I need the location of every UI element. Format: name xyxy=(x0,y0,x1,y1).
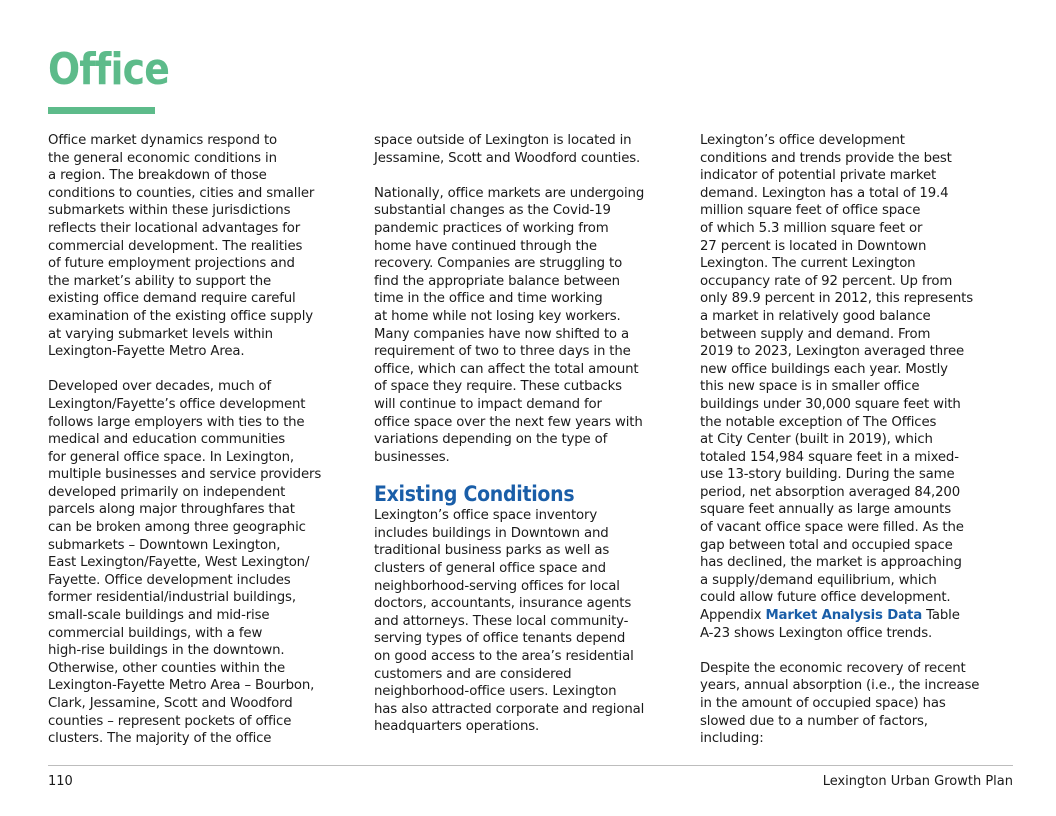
text-line: follows large employers with ties to the xyxy=(48,414,305,430)
text-line: Otherwise, other counties within the xyxy=(48,660,286,676)
text-line: indicator of potential private market xyxy=(700,168,937,184)
paragraph-gap xyxy=(374,167,684,185)
text-line: Lexington’s office development xyxy=(700,133,905,148)
text-line: developed primarily on independent xyxy=(48,484,286,500)
market-analysis-data-link[interactable]: Market Analysis Data xyxy=(765,608,923,624)
text-line: multiple businesses and service providers xyxy=(48,467,322,483)
text-line: parcels along major throughfares that xyxy=(48,502,295,518)
text-line: former residential/industrial buildings, xyxy=(48,590,296,606)
text-line: Many companies have now shifted to a xyxy=(374,326,629,342)
text-line: this new space is in smaller office xyxy=(700,379,920,395)
text-line: only 89.9 percent in 2012, this represents xyxy=(700,291,973,307)
page-title: Office xyxy=(48,44,170,95)
paragraph xyxy=(48,132,358,361)
text-line: traditional business parks as well as xyxy=(374,543,610,559)
text-line: includes buildings in Downtown and xyxy=(374,525,609,541)
text-line: Lexington/Fayette’s office development xyxy=(48,396,306,412)
text-line: Fayette. Office development includes xyxy=(48,572,291,588)
text-line: counties – represent pockets of office xyxy=(48,713,292,729)
text-line: buildings under 30,000 square feet with xyxy=(700,396,961,412)
text-line: doctors, accountants, insurance agents xyxy=(374,596,632,612)
appendix-suffix: Table xyxy=(922,608,960,624)
page-number: 110 xyxy=(48,774,73,789)
text-line: Jessamine, Scott and Woodford counties. xyxy=(374,150,641,166)
paragraph-gap xyxy=(700,642,1010,660)
text-line: time in the office and time working xyxy=(374,291,603,307)
text-line: variations depending on the type of xyxy=(374,432,608,448)
text-line: Developed over decades, much of xyxy=(48,379,272,395)
text-line: at home while not losing key workers. xyxy=(374,308,621,324)
text-line: new office buildings each year. Mostly xyxy=(700,361,948,377)
text-line: Lexington-Fayette Metro Area. xyxy=(48,344,245,360)
text-line: A-23 shows Lexington office trends. xyxy=(700,625,933,641)
text-line: commercial buildings, with a few xyxy=(48,625,263,641)
text-line: has declined, the market is approaching xyxy=(700,555,962,571)
text-line: clusters. The majority of the office xyxy=(48,731,272,747)
text-line: East Lexington/Fayette, West Lexington/ xyxy=(48,555,310,571)
text-line: neighborhood-serving offices for local xyxy=(374,578,620,594)
text-line: recovery. Companies are struggling to xyxy=(374,256,623,272)
text-line: the market’s ability to support the xyxy=(48,273,272,289)
text-line: Office market dynamics respond to xyxy=(48,133,278,148)
appendix-prefix: Appendix xyxy=(700,608,766,624)
paragraph xyxy=(374,507,684,736)
text-line: in the amount of occupied space) has xyxy=(700,696,946,711)
paragraph-gap xyxy=(48,361,358,379)
text-line: conditions and trends provide the best xyxy=(700,150,952,166)
text-line: 27 percent is located in Downtown xyxy=(700,238,927,254)
text-line: small-scale buildings and mid-rise xyxy=(48,608,270,624)
text-line: reflects their locational advantages for xyxy=(48,220,301,236)
text-line: home have continued through the xyxy=(374,238,597,254)
column-3 xyxy=(700,132,1010,748)
text-line: period, net absorption averaged 84,200 xyxy=(700,484,961,500)
text-line: find the appropriate balance between xyxy=(374,273,620,289)
text-line: a market in relatively good balance xyxy=(700,308,931,324)
text-line: businesses. xyxy=(374,449,450,465)
text-line: use 13-story building. During the same xyxy=(700,467,955,483)
text-line: for general office space. In Lexington, xyxy=(48,449,294,465)
text-line: including: xyxy=(700,731,764,747)
text-line: office, which can affect the total amount xyxy=(374,361,639,377)
column-1 xyxy=(48,132,358,748)
document-name: Lexington Urban Growth Plan xyxy=(822,774,1013,789)
text-line: Despite the economic recovery of recent xyxy=(700,660,966,676)
text-line: years, annual absorption (i.e., the increase xyxy=(700,678,980,694)
text-line: will continue to impact demand for xyxy=(374,396,602,412)
text-line: can be broken among three geographic xyxy=(48,520,306,536)
text-line: totaled 154,984 square feet in a mixed- xyxy=(700,449,959,465)
text-line: Clark, Jessamine, Scott and Woodford xyxy=(48,696,293,711)
text-line: existing office demand require careful xyxy=(48,291,296,307)
text-line: between supply and demand. From xyxy=(700,326,931,342)
text-line: pandemic practices of working from xyxy=(374,220,609,236)
section-heading: Existing Conditions xyxy=(374,482,575,507)
text-line: office space over the next few years with xyxy=(374,414,643,430)
paragraph xyxy=(48,378,358,747)
text-line: conditions to counties, cities and smaller xyxy=(48,185,315,201)
text-line: square feet annually as large amounts xyxy=(700,502,951,518)
text-line: a region. The breakdown of those xyxy=(48,168,267,184)
text-line: occupancy rate of 92 percent. Up from xyxy=(700,273,953,289)
title-underline xyxy=(48,107,155,114)
paragraph xyxy=(374,132,684,167)
text-line: Lexington. The current Lexington xyxy=(700,256,916,272)
text-line: could allow future office development. xyxy=(700,590,951,606)
text-line: neighborhood-office users. Lexington xyxy=(374,684,617,700)
paragraph xyxy=(700,660,1010,748)
text-line: headquarters operations. xyxy=(374,719,540,735)
text-line: 2019 to 2023, Lexington averaged three xyxy=(700,344,965,360)
text-line: of future employment projections and xyxy=(48,256,295,272)
text-line: high-rise buildings in the downtown. xyxy=(48,643,285,659)
text-line: at varying submarket levels within xyxy=(48,326,273,342)
text-line xyxy=(700,607,1010,625)
text-line: space outside of Lexington is located in xyxy=(374,133,632,148)
text-line: and attorneys. These local community- xyxy=(374,613,629,629)
text-line: requirement of two to three days in the xyxy=(374,344,631,360)
text-line: serving types of office tenants depend xyxy=(374,631,626,647)
text-line: commercial development. The realities xyxy=(48,238,303,254)
text-line: demand. Lexington has a total of 19.4 xyxy=(700,185,949,201)
text-line: of vacant office space were filled. As the xyxy=(700,520,964,536)
text-line: has also attracted corporate and regional xyxy=(374,701,645,717)
paragraph xyxy=(700,132,1010,607)
text-line: clusters of general office space and xyxy=(374,561,606,577)
text-line: submarkets – Downtown Lexington, xyxy=(48,537,281,553)
text-line: million square feet of office space xyxy=(700,203,921,219)
text-line: submarkets within these jurisdictions xyxy=(48,203,291,219)
text-line: medical and education communities xyxy=(48,432,286,448)
text-line: on good access to the area’s residential xyxy=(374,649,634,665)
text-line: the general economic conditions in xyxy=(48,150,277,166)
text-line: of space they require. These cutbacks xyxy=(374,379,622,395)
text-line: Lexington-Fayette Metro Area – Bourbon, xyxy=(48,678,315,694)
text-line: Nationally, office markets are undergoing xyxy=(374,185,645,201)
text-line: slowed due to a number of factors, xyxy=(700,713,928,729)
text-line: examination of the existing office supply xyxy=(48,308,313,324)
footer-divider xyxy=(48,765,1013,766)
column-2 xyxy=(374,132,684,736)
text-line: a supply/demand equilibrium, which xyxy=(700,572,937,588)
text-line: the notable exception of The Offices xyxy=(700,414,937,430)
text-line: of which 5.3 million square feet or xyxy=(700,220,923,236)
text-line: Lexington’s office space inventory xyxy=(374,508,598,524)
paragraph xyxy=(374,185,684,467)
text-line: gap between total and occupied space xyxy=(700,537,953,553)
text-line: at City Center (built in 2019), which xyxy=(700,432,933,448)
text-line: customers and are considered xyxy=(374,666,572,682)
text-line: substantial changes as the Covid-19 xyxy=(374,203,611,219)
